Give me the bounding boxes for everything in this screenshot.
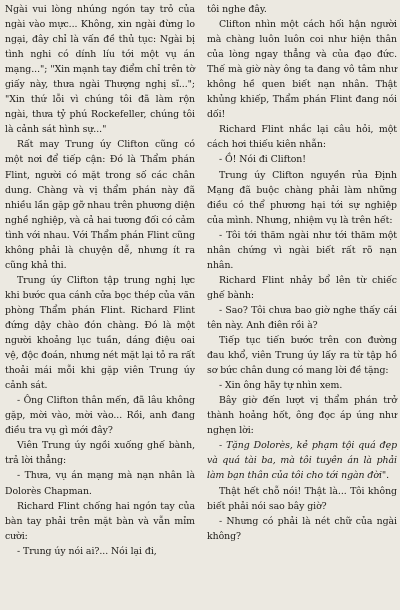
paragraph: Thật hết chỗ nói! Thật là... Tôi không biết phải nói sao bây giờ? <box>207 485 397 512</box>
paragraph: - Tặng Dolorès, kẻ phạm tội quá đẹp và quá tài ba, mà tôi tuyên án là phải làm bạn thân của tôi cho tới ngàn đời". <box>207 440 397 482</box>
paragraph: - Trung úy nói ai?... Nói lại đi, <box>17 545 157 557</box>
paragraph: Trung úy Clifton nguyền rủa Định Mạng đã buộc chàng phải làm những điều có thể phương hại tới sự nghiệp của mình. Nhưng, nhiệm vụ là trên hết: <box>207 169 397 226</box>
paragraph: Viên Trung úy ngồi xuống ghế bành, trả lời thẳng: <box>5 440 195 467</box>
paragraph: - Sao? Tôi chưa bao giờ nghe thấy cái tên này. Anh điên rồi à? <box>207 304 397 331</box>
paragraph: tôi nghe đây. <box>207 4 267 15</box>
paragraph: - Ồ! Nói đi Clifton! <box>219 154 306 166</box>
left-column <box>5 2 195 610</box>
paragraph: - Tôi tới thăm ngài như tới thăm một nhân chứng vì ngài biết rất rõ nạn nhân. <box>207 229 397 271</box>
paragraph: Trung úy Clifton tập trung nghị lực khi bước qua cánh cửa bọc thép của văn phòng Thẩm phán Flint. Richard Flint đứng dậy chào đón chàng. Đó là một người khoảng lục tuần, dáng điệu oai vệ, độc đoán, nhưng nét mặt lại tỏ ra rất thoải mái mỗi khi gặp viên Trung úy cảnh sát. <box>5 274 195 392</box>
paragraph: Bây giờ đến lượt vị thẩm phán trở thành hoảng hốt, ông đọc áp úng như nghẹn lời: <box>207 395 397 437</box>
paragraph: Richard Flint chống hai ngón tay của bàn tay phải trên mặt bàn và vẫn mỉm cười: <box>5 500 195 542</box>
paragraph: Richard Flint nhảy bổ lên từ chiếc ghế bành: <box>207 274 397 301</box>
paragraph: Tiếp tục tiến bước trên con đường đau khổ, viên Trung úy lấy ra từ tập hồ sơ bức chân dung có mang lời đề tặng: <box>207 335 397 377</box>
right-column <box>207 2 397 610</box>
paragraph: Rất may Trung úy Clifton cũng có một nơi để tiếp cận: Đó là Thẩm phán Flint, người có mặt trong số các chân dung. Chàng và vị thẩm phán này đã nhiều lần gặp gỡ nhau trên phương diện nghề nghiệp, và cả hai tương đối có cảm tình với nhau. Với Thẩm phán Flint cũng không phải là chuyện dễ, nhưng ít ra cũng khả thi. <box>5 139 195 271</box>
paragraph: Richard Flint nhắc lại câu hỏi, một cách hơi thiếu kiên nhẫn: <box>207 124 397 151</box>
paragraph: Ngài vui lòng nhúng ngón tay trỏ của ngài vào mực... Không, xin ngài đừng lo ngại, đây chỉ là vấn đề thủ tục: Ngài bị tình nghi có dính líu tới một vụ án mạng..."; "Xin mạnh tay điểm chỉ trên tờ giấy này, thưa ngài Thượng nghị sĩ..."; "Xin thứ lỗi vì chúng tôi đã làm rộn ngài, thưa tỷ phú Rockefeller, chúng tôi là cảnh sát hình sự..." <box>5 4 195 136</box>
paragraph: - Thưa, vụ án mạng mà nạn nhân là Dolorès Chapman. <box>5 470 195 497</box>
paragraph: - Ông Clifton thân mến, đã lâu không gặp, mời vào, mời vào... Rồi, anh đang điều tra vụ gì mới đây? <box>5 395 195 437</box>
paragraph: Clifton nhìn một cách hối hận người mà chàng luôn luôn coi như hiện thân của lòng ngay thẳng và của đạo đức. Thế mà giờ này ông ta đang vô tâm như không hề quen biết nạn nhân. Thật khủng khiếp, Thẩm phán Flint đang nói dối! <box>207 19 397 121</box>
paragraph: - Nhưng có phải là nét chữ của ngài không? <box>207 515 397 542</box>
paragraph: - Xin ông hãy tự nhìn xem. <box>219 380 343 392</box>
